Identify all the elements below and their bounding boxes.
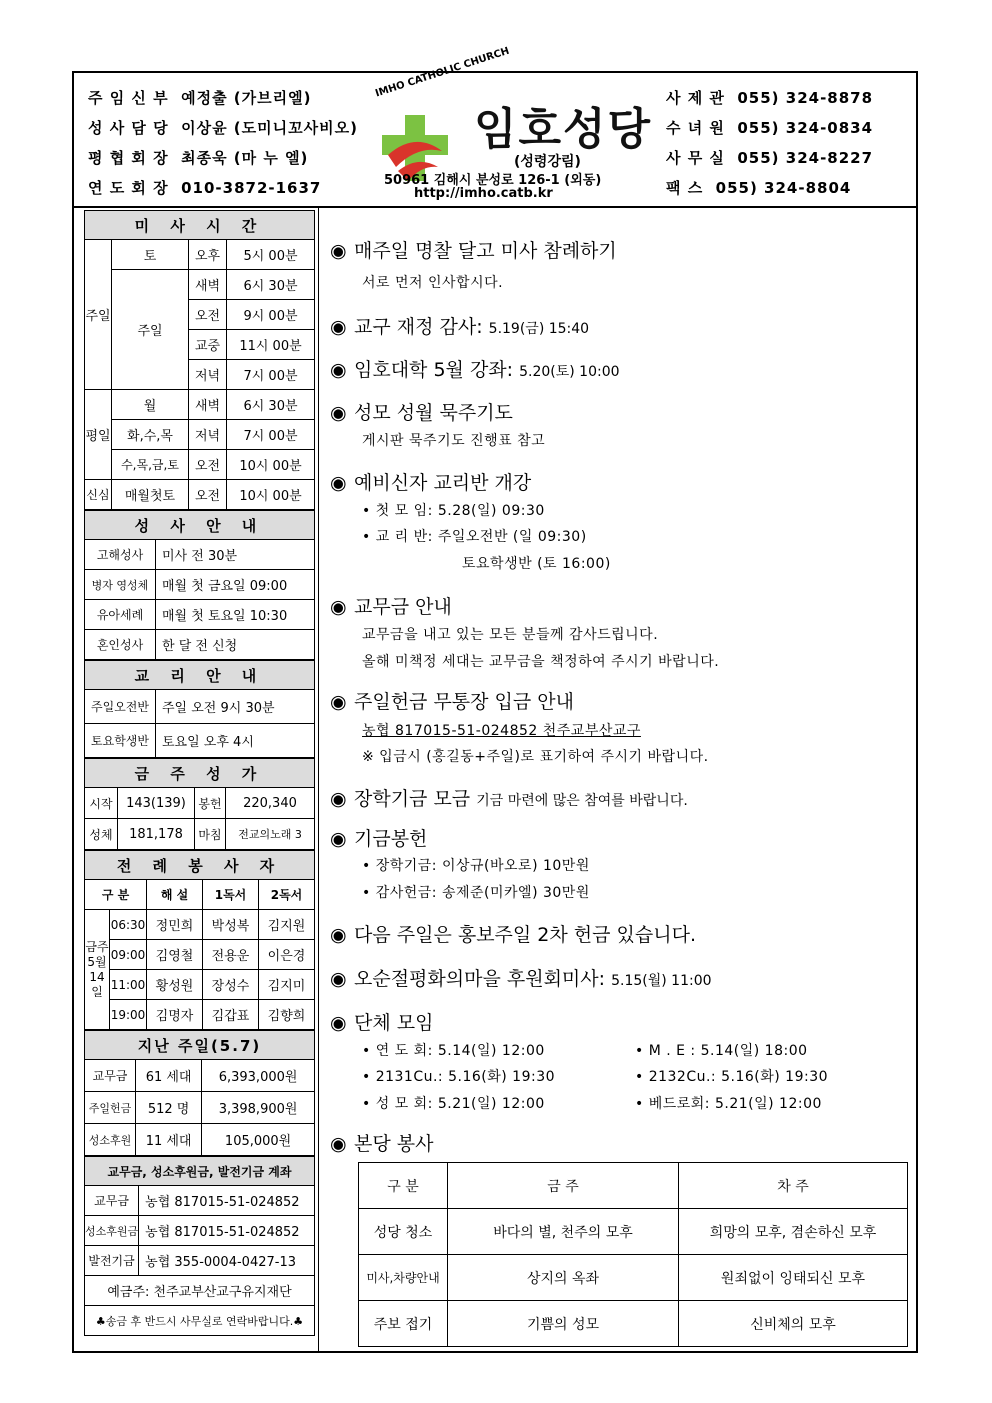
accounts-title: 교무금, 성소후원금, 발전기금 계좌 [85,1157,315,1186]
announcement-item: ◉ 본당 봉사 [330,1133,434,1155]
parish-service-table: 구 분 금 주 차 주 성당 청소 바다의 별, 천주의 모후 희망의 모후, 겸손하신 모후 미사,차량안내 상지의 옥좌 원죄없이 잉태되신 모후 주보 접기 기쁨의 성모 신비체의 모후 [358,1162,908,1347]
header-left-row: 성 사 담 당 이상윤 (도미니꼬사비오) [88,119,358,137]
mass-times-title: 미 사 시 간 [85,211,315,240]
announcement-item: ◉ 성모 성월 묵주기도 [330,402,513,424]
announcement-item: ◉ 다음 주일은 홍보주일 2차 헌금 있습니다. [330,924,696,946]
mass-times-table: 미 사 시 간 주일 토 오후 5시 00분 주일 새벽 6시 30분 오전 9시 00분 교중 11시 00분 저녁 7시 00분 평일 월 새벽 6시 30분 화,수,목 저녁 7시 00분 수,목,금,토 오전 10시 00분 신심 매월첫토 오전 10시 00분 [84,210,315,510]
church-logo [374,45,664,205]
catechism-table: 교 리 안 내 주일오전반 주일 오전 9시 30분 토요학생반 토요일 오후 4시 [84,660,315,758]
weekday-label: 평일 [85,390,112,480]
header-right-row: 사 무 실 055) 324-8227 [666,149,874,167]
church-english-name: IMHO CATHOLIC CHURCH [374,45,511,100]
announcement-item: ◉ 단체 모임 [330,1012,434,1034]
depositor: 예금주: 천주교부산교구유지재단 [85,1276,315,1306]
hymn-title: 금 주 성 가 [85,759,315,788]
church-address: 50961 김해시 분성로 126-1 (외동) [384,173,602,188]
announcement-item: ◉ 교구 재정 감사: 5.19(금) 15:40 [330,316,590,338]
header-right-row: 수 녀 원 055) 324-0834 [666,119,874,137]
announcement-item: ◉ 예비신자 교리반 개강 [330,472,532,494]
announcement-item: ◉ 기금봉헌 [330,828,428,850]
header-right-row: 사 제 관 055) 324-8878 [666,89,874,107]
accounts-table: 교무금, 성소후원금, 발전기금 계좌 교무금 농협 817015-51-024852 성소후원금 농협 817015-51-024852 발전기금 농협 355-0004-0427-13 예금주: 천주교부산교구유지재단 ♣송금 후 반드시 사무실로 연락바랍니다.♣ [84,1156,315,1336]
column-divider [318,206,319,1351]
last-week-title: 지난 주일(5.7) [85,1031,315,1060]
hymn-table: 금 주 성 가 시작 143(139) 봉헌 220,340 성체 181,178 마침 전교의노래 3 [84,758,315,850]
servers-title: 전 례 봉 사 자 [85,851,315,880]
header-left-row: 평 협 회 장 최종욱 (마 누 엘) [88,149,309,167]
liturgy-servers-table: 전 례 봉 사 자 구 분 해 설 1독서 2독서 금주 5월 14일 06:30 정민희 박성복 김지원 09:00 김영철 전용운 이은경 11:00 황성원 장성수 김지미 19:00 김명자 김갑표 김향희 [84,850,315,1030]
sunday-label: 주일 [85,240,112,390]
sacrament-title: 성 사 안 내 [85,511,315,540]
catechism-title: 교 리 안 내 [85,661,315,690]
last-week-table: 지난 주일(5.7) 교무금 61 세대 6,393,000원 주일헌금 512 명 3,398,900원 성소후원 11 세대 105,000원 [84,1030,315,1156]
sacrament-table: 성 사 안 내 고해성사 미사 전 30분 병자 영성체 매월 첫 금요일 09:00 유아세례 매월 첫 토요일 10:30 혼인성사 한 달 전 신청 [84,510,315,660]
header-left-row: 연 도 회 장 010-3872-1637 [88,179,322,197]
transfer-notice: ♣송금 후 반드시 사무실로 연락바랍니다.♣ [85,1306,315,1336]
church-name: 임호성당 [474,104,653,155]
church-url[interactable]: http://imho.catb.kr [414,186,553,201]
announcement-item: ◉ 주일헌금 무통장 입금 안내 [330,691,575,713]
announcement-item: ◉ 임호대학 5월 강좌: 5.20(토) 10:00 [330,359,620,381]
announcement-item: ◉ 장학기금 모금 기금 마련에 많은 참여를 바랍니다. [330,788,688,810]
church-feast: (성령강림) [514,154,581,170]
announcement-item: ◉ 교무금 안내 [330,596,452,618]
header [74,45,916,208]
header-right-row: 팩 스 055) 324-8804 [666,179,852,197]
announcement-item: ◉ 매주일 명찰 달고 미사 참례하기 [330,240,617,262]
announcement-item: ◉ 오순절평화의마을 후원회미사: 5.15(월) 11:00 [330,968,712,990]
sidebar [84,210,315,1336]
header-left-row: 주 임 신 부 예정출 (가브리엘) [88,89,312,107]
